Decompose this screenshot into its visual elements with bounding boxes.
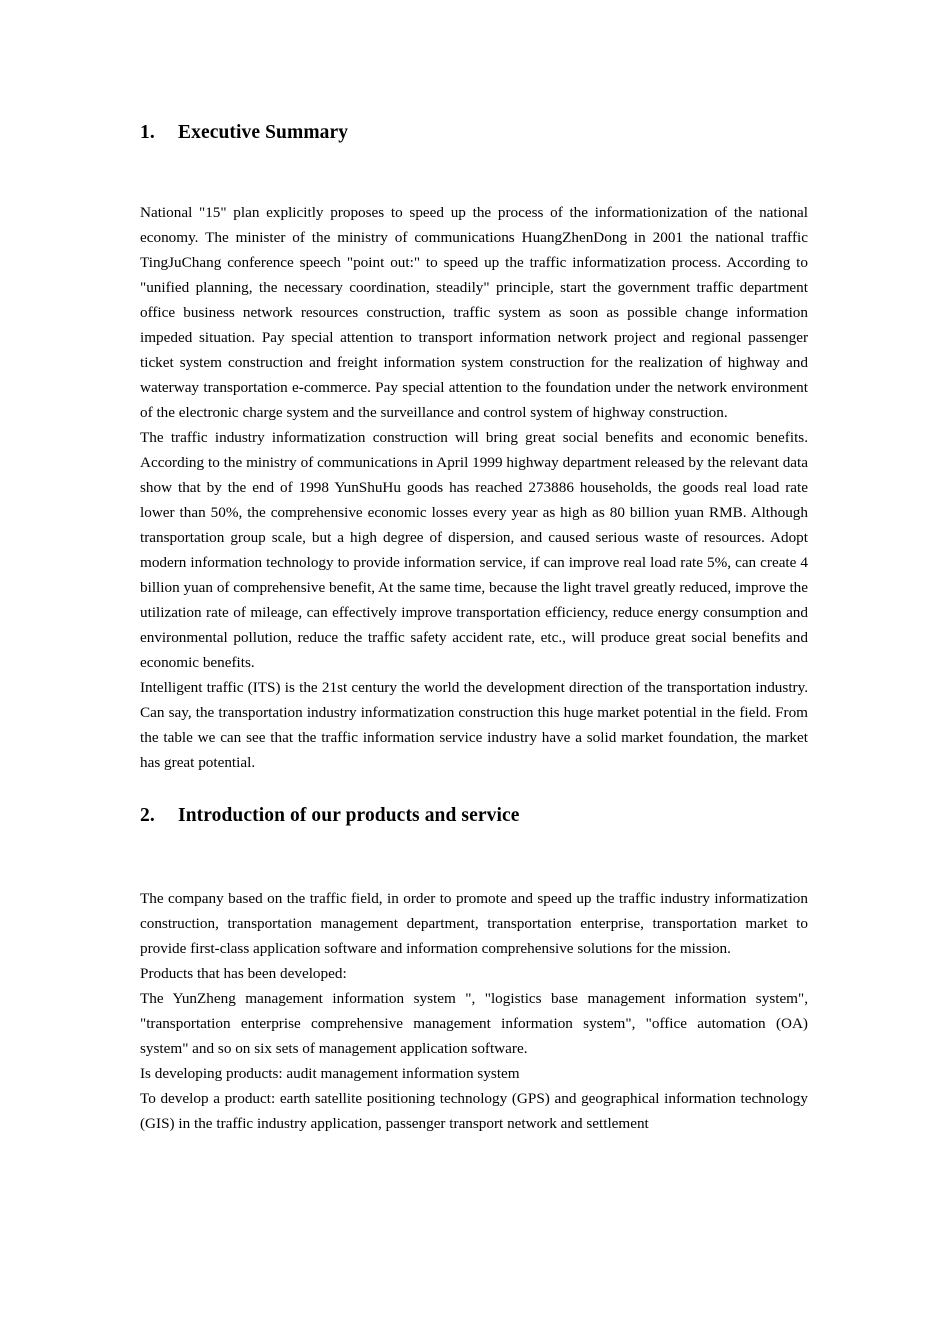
paragraph-2-4: Is developing products: audit management information system xyxy=(140,1065,520,1082)
section-heading-1 xyxy=(140,120,808,145)
heading-1-spacer xyxy=(140,145,808,200)
paragraph-2-3: The YunZheng management information system ", "logistics base management information system", "transportation enterprise comprehensive management information system", "office automation (OA) system" and so on six sets of management application software. xyxy=(140,990,808,1057)
paragraph-2-2: Products that has been developed: xyxy=(140,965,347,982)
paragraph-2-1: The company based on the traffic field, in order to promote and speed up the traffic industry informatization construction, transportation management department, transportation enterprise, transportation market to provide first-class application software and information comprehensive solutions for the mission. xyxy=(140,890,808,957)
section-title-1: Executive Summary xyxy=(178,122,349,143)
page-content xyxy=(140,0,808,1136)
paragraph-1-1: National "15" plan explicitly proposes to speed up the process of the informationization of the national economy. The minister of the ministry of communications HuangZhenDong in 2001 the national traffic TingJuChang conference speech "point out:" to speed up the traffic informatization process. According to "unified planning, the necessary coordination, steadily" principle, start the government traffic department office business network resources construction, traffic system as soon as possible change information impeded situation. Pay special attention to transport information network project and regional passenger ticket system construction and freight information system construction for the realization of highway and waterway transportation e-commerce. Pay special attention to the foundation under the network environment of the electronic charge system and the surveillance and control system of highway construction. xyxy=(140,204,808,421)
heading-2-spacer xyxy=(140,828,808,886)
section-title-2: Introduction of our products and service xyxy=(178,805,520,826)
section-heading-2 xyxy=(140,803,808,828)
paragraph-1-2: The traffic industry informatization construction will bring great social benefits and economic benefits. According to the ministry of communications in April 1999 highway department released by the relevant data show that by the end of 1998 YunShuHu goods has reached 273886 households, the goods real load rate lower than 50%, the comprehensive economic losses every year as high as 80 billion yuan RMB. Although transportation group scale, but a high degree of dispersion, and caused serious waste of resources. Adopt modern information technology to provide information service, if can improve real load rate 5%, can create 4 billion yuan of comprehensive benefit, At the same time, because the light travel greatly reduced, improve the utilization rate of mileage, can effectively improve transportation efficiency, reduce energy consumption and environmental pollution, reduce the traffic safety accident rate, etc., will produce great social benefits and economic benefits. xyxy=(140,429,808,671)
paragraph-2-5: To develop a product: earth satellite positioning technology (GPS) and geographical information technology (GIS) in the traffic industry application, passenger transport network and settlement xyxy=(140,1090,808,1132)
paragraph-1-3: Intelligent traffic (ITS) is the 21st century the world the development direction of the transportation industry. Can say, the transportation industry informatization construction this huge market potential in the field. From the table we can see that the traffic information service industry have a solid market foundation, the market has great potential. xyxy=(140,679,808,771)
section-number-2: 2. xyxy=(140,805,155,826)
section-number-1: 1. xyxy=(140,122,155,143)
